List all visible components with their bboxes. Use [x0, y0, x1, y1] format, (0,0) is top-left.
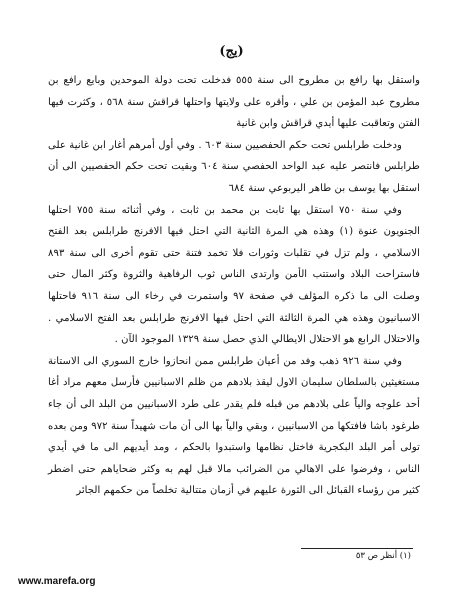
footnote-divider	[301, 548, 413, 549]
paragraph: ودخلت طرابلس تحت حكم الحفصيين سنة ٦٠٣ . وفي أول أمرهم أغار ابن غانية على طرابلس فانتصر عليه عبد الواحد الحفصي سنة ٦٠٤ وبقيت تحت حكم الحفصيين الى أن استقل بها يوسف بن طاهر اليربوعي سنة ٦٨٤	[48, 139, 420, 194]
page-number: (يج)	[219, 44, 244, 59]
footnote: (١) أنظر ص ٥٣	[355, 551, 411, 561]
paragraph: وفي سنة ٧٥٠ استقل بها ثابت بن محمد بن ثابت ، وفي أثنائه سنة ٧٥٥ احتلها الجنويون عنوة (١) وهذه هي المرة الثانية التي احتل فيها الافرنج طرابلس بعد الفتح الاسلامي ، ولم تزل في تقلبات وثورات فلا تخمد فتنة حتى تقوم أخرى الى سنة ٨٩٣ فاستراحت البلاد واستتب الأمن وارتدى الناس ثوب الرفاهية والثروة وكثر المال حتى وصلت الى ما ذكره المؤلف في صفحة ٩٧ واستمرت في رخاء الى سنة ٩١٦ فاحتلها الاسبانيون وهذه هي المرة الثالثة التي احتل فيها الافرنج طرابلس بعد الفتح الاسلامي . والاحتلال الرابع هو الاحتلال الايطالي الذي حصل سنة ١٣٢٩ الموجود الآن .	[48, 204, 420, 346]
paragraph: وفي سنة ٩٢٦ ذهب وفد من أعيان طرابلس ممن انحازوا خارج السوري الى الاستانة مستغيثين بالسلطان سليمان الاول ليقذ بلادهم من ظلم الاسبانيين فأرسل معهم مراد أغا أحد علوجه والياً على بلادهم من قبله فلم يقدر على طرد الاسبانيين من البلد الى أن جاء طرغود باشا فافتكها من الاسبانيين ، وبقي والياً بها الى أن مات شهيداً سنة ٩٧٢ ومن بعده تولى أمر البلد البكجرية فاختل نظامها واستبدوا بالحكم ، ومد أيديهم الى ما في أيدي الناس ، وفرضوا على الاهالي من الضرائب مالا قبل لهم به وكثر ضحاياهم حتى اضطر كثير من رؤساء القبائل الى الثورة عليهم في أزمان متتالية تخلصاً من حكمهم الجائر	[48, 355, 420, 497]
body-text	[48, 70, 420, 502]
source-watermark: www.marefa.org	[18, 576, 96, 587]
paragraph: واستقل بها رافع بن مطروح الى سنة ٥٥٥ فدخلت تحت دولة الموحدين وبايع رافع بن مطروح عبد المؤمن بن علي ، وأقره على ولايتها واحتلها قراقش سنة ٥٦٨ ، وكثرت فيها الفتن وتعاقبت عليها أيدي قراقش وابن غانية	[48, 75, 420, 130]
